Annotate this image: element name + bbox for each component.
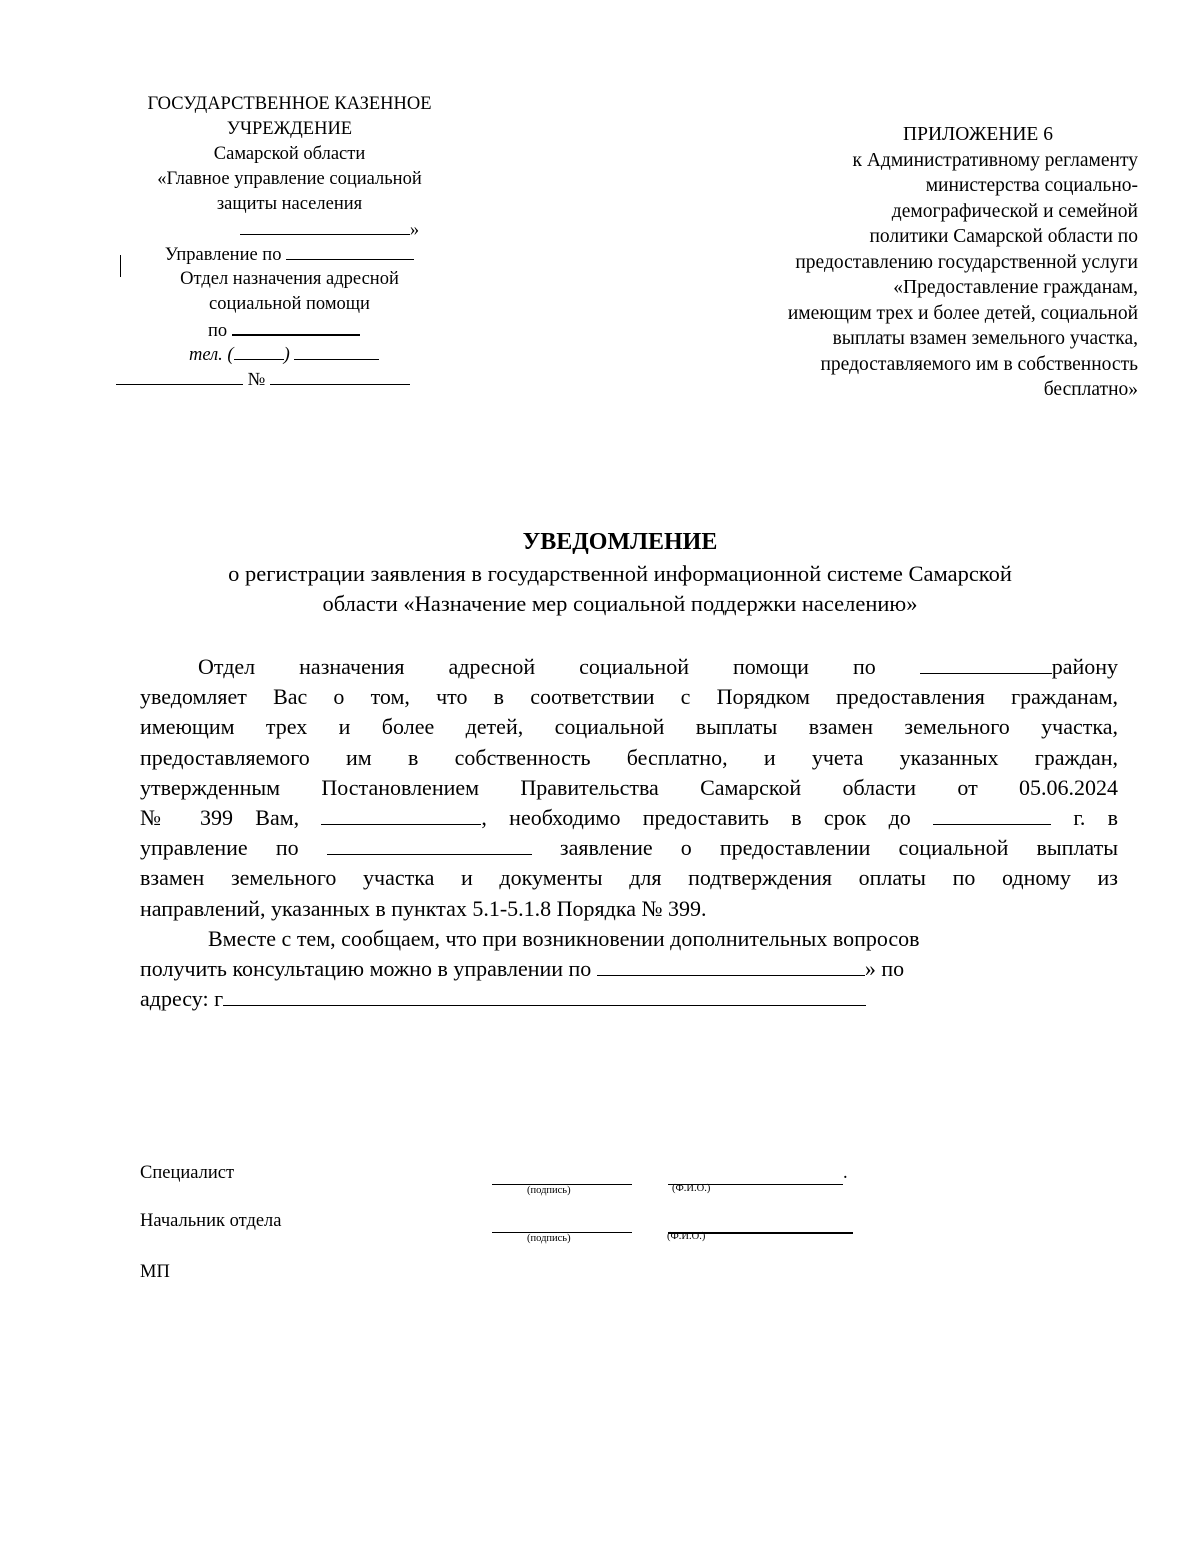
district-name-blank[interactable] [920, 654, 1052, 674]
outgoing-number-blank[interactable] [270, 367, 410, 385]
body-line-10: Вместе с тем, сообщаем, что при возникновении дополнительных вопросов [208, 925, 920, 951]
body-text-fragment: управление по [140, 835, 299, 861]
body-text-fragment: заявление о предоставлении социальной выплаты [559, 835, 1119, 861]
body-line-12 [140, 984, 1118, 1014]
specialist-signature-caption: (подпись) [527, 1185, 571, 1196]
phone-line [112, 342, 467, 367]
deadline-date-blank[interactable] [933, 805, 1051, 825]
body-line-2: уведомляет Вас о том, что в соответствии с Порядком предоставления гражданам, [140, 684, 1118, 710]
outgoing-date-blank[interactable] [116, 367, 243, 385]
appendix-number: ПРИЛОЖЕНИЕ 6 [903, 124, 1053, 145]
margin-mark [120, 255, 121, 277]
body-line-6 [140, 803, 1118, 833]
district-blank[interactable] [232, 317, 360, 336]
appendix-line-11: бесплатно» [1043, 379, 1138, 400]
appendix-block [698, 122, 1138, 403]
org-line-4: «Главное управление социальной [157, 169, 422, 189]
address-blank[interactable] [223, 986, 866, 1006]
body-text-fragment: г. в [1073, 804, 1119, 830]
body-line-3: имеющим трех и более детей, социальной выплаты взамен земельного участка, [140, 714, 1118, 740]
address-label: адресу: г [140, 986, 224, 1012]
document-subtitle-1: о регистрации заявления в государственной информационной системе Самарской [228, 561, 1012, 586]
phone-code-blank[interactable] [234, 342, 284, 360]
unit-line-1: Отдел назначения адресной [180, 269, 399, 289]
department-name-blank[interactable] [327, 835, 532, 855]
body-line-1 [140, 652, 1118, 682]
sender-block [112, 92, 467, 392]
department-line [112, 242, 467, 267]
body-word: социальной [579, 654, 689, 679]
org-name-blank[interactable] [240, 217, 410, 235]
org-line-3: Самарской области [213, 144, 366, 164]
phone-number-blank[interactable] [294, 342, 379, 360]
body-text-fragment: № 399 Вам, [140, 804, 300, 830]
body-word: Отдел [198, 654, 256, 679]
body-line-9: направлений, указанных в пунктах 5.1-5.1.8 Порядка № 399. [140, 895, 707, 921]
consult-department-blank[interactable] [597, 956, 865, 976]
appendix-line-3: министерства социально- [925, 175, 1138, 196]
body-line-5: утвержденным Постановлением Правительства Самарской области от 05.06.2024 [140, 774, 1118, 800]
body-line-11 [140, 954, 1118, 984]
applicant-name-blank[interactable] [321, 805, 481, 825]
appendix-line-9: выплаты взамен земельного участка, [832, 328, 1138, 349]
body-word: назначения [299, 654, 405, 679]
body-text-fragment: получить консультацию можно в управлении по [140, 955, 592, 981]
body-line-4: предоставляемого им в собственность бесплатно, и учета указанных граждан, [140, 744, 1118, 770]
district-line [112, 317, 467, 342]
phone-close-paren: ) [283, 345, 290, 365]
org-line-2: УЧРЕЖДЕНИЕ [226, 119, 353, 139]
head-signature-caption: (подпись) [527, 1233, 571, 1244]
specialist-label: Специалист [140, 1163, 235, 1183]
body-word: помощи [732, 654, 809, 679]
district-label: по [208, 321, 228, 341]
org-close-quote: » [409, 220, 420, 240]
appendix-line-6: предоставлению государственной услуги [795, 251, 1138, 273]
appendix-line-4: демографической и семейной [891, 200, 1138, 222]
org-name-blank-line [112, 217, 467, 242]
body-line-7 [140, 833, 1118, 863]
appendix-line-10: предоставляемого им в собственность [820, 353, 1138, 375]
body-text-fragment: , необходимо предоставить в срок до [481, 804, 911, 830]
department-label: Управление по [164, 245, 282, 265]
specialist-name-caption: (Ф.И.О.) [672, 1183, 711, 1194]
appendix-line-7: «Предоставление гражданам, [893, 277, 1138, 298]
appendix-line-2: к Административному регламенту [852, 149, 1138, 171]
unit-line-2: социальной помощи [209, 294, 370, 314]
body-word: району [1051, 654, 1119, 679]
number-sign: № [247, 370, 266, 390]
org-line-5: защиты населения [216, 194, 363, 214]
phone-label: тел. ( [189, 345, 234, 365]
body-text-fragment: » по [864, 955, 905, 981]
document-title: УВЕДОМЛЕНИЕ [522, 529, 718, 555]
body-line-8: взамен земельного участка и документы для подтверждения оплаты по одному из [140, 865, 1118, 891]
head-name-caption: (Ф.И.О.) [667, 1231, 706, 1242]
body-word: адресной [448, 654, 536, 679]
stamp-label: МП [140, 1262, 170, 1282]
document-subtitle-2: области «Назначение мер социальной поддержки населению» [322, 591, 918, 616]
org-line-1: ГОСУДАРСТВЕННОЕ КАЗЕННОЕ [147, 94, 432, 114]
appendix-line-5: политики Самарской области по [869, 226, 1138, 247]
notice-heading [120, 525, 1120, 619]
appendix-line-8: имеющим трех и более детей, социальной [787, 302, 1138, 324]
head-label: Начальник отдела [140, 1211, 282, 1231]
notice-body [140, 652, 1118, 1014]
outgoing-number-line [112, 367, 467, 392]
department-blank[interactable] [286, 242, 414, 260]
body-word: по [852, 654, 876, 679]
specialist-period: . [843, 1163, 848, 1183]
